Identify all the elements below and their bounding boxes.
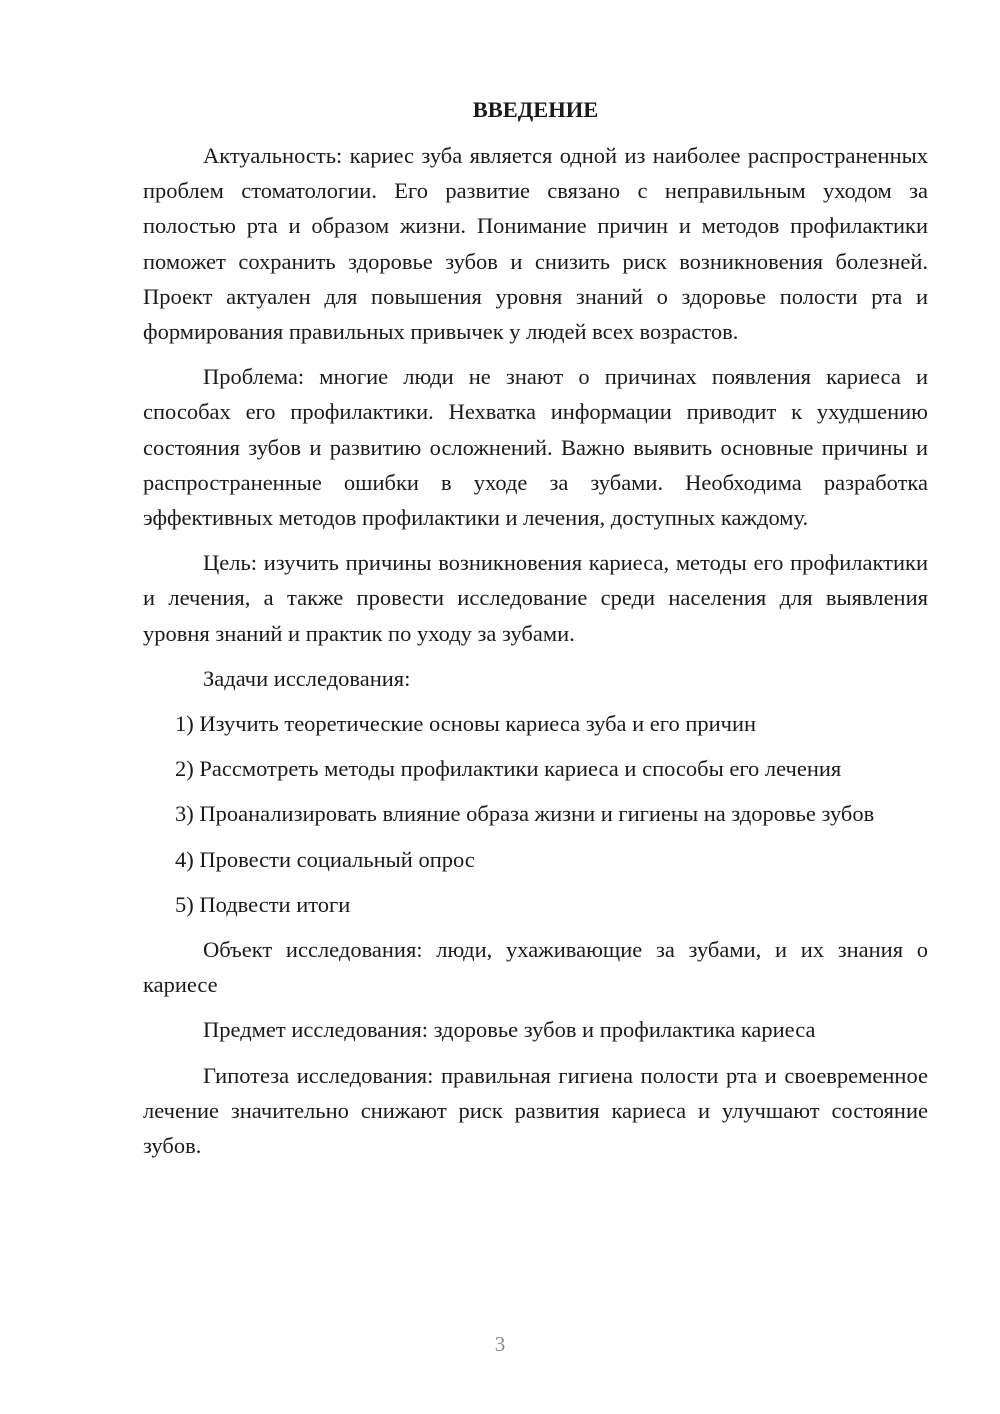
task-item-4: 4) Провести социальный опрос (175, 846, 475, 872)
paragraph-tasks-heading: Задачи исследования: (203, 665, 411, 691)
document-page (143, 92, 928, 1173)
task-item-3: 3) Проанализировать влияние образа жизни и гигиены на здоровье зубов (175, 801, 875, 827)
section-title: ВВЕДЕНИЕ (472, 97, 599, 122)
paragraph-relevance: Актуальность: кариес зуба является одной из наиболее распространенных проблем стоматологии. Его развитие связано с неправильным уходом за полостью рта и образом жизни. Понимание причин и методов профилактики поможет сохранить здоровье зубов и снизить риск возникновения болезней. Проект актуален для повышения уровня знаний о здоровье полости рта и формирования правильных привычек у людей всех возрастов. (143, 143, 928, 345)
page-number: 3 (494, 1332, 506, 1356)
paragraph-problem: Проблема: многие люди не знают о причинах появления кариеса и способах его профилактики. Нехватка информации приводит к ухудшению состояния зубов и развитию осложнений. Важно выявить основные причины и распространенные ошибки в уходе за зубами. Необходима разработка эффективных методов профилактики и лечения, доступных каждому. (143, 364, 928, 531)
paragraph-hypothesis: Гипотеза исследования: правильная гигиена полости рта и своевременное лечение значительно снижают риск развития кариеса и улучшают состояние зубов. (143, 1062, 928, 1159)
task-item-2: 2) Рассмотреть методы профилактики кариеса и способы его лечения (175, 756, 842, 782)
task-item-1: 1) Изучить теоретические основы кариеса зуба и его причин (175, 711, 757, 737)
paragraph-subject: Предмет исследования: здоровье зубов и профилактика кариеса (203, 1017, 816, 1043)
paragraph-goal: Цель: изучить причины возникновения кариеса, методы его профилактики и лечения, а также провести исследование среди населения для выявления уровня знаний и практик по уходу за зубами. (143, 550, 928, 646)
task-item-5: 5) Подвести итоги (175, 891, 351, 917)
paragraph-object: Объект исследования: люди, ухаживающие за зубами, и их знания о кариесе (143, 937, 928, 998)
